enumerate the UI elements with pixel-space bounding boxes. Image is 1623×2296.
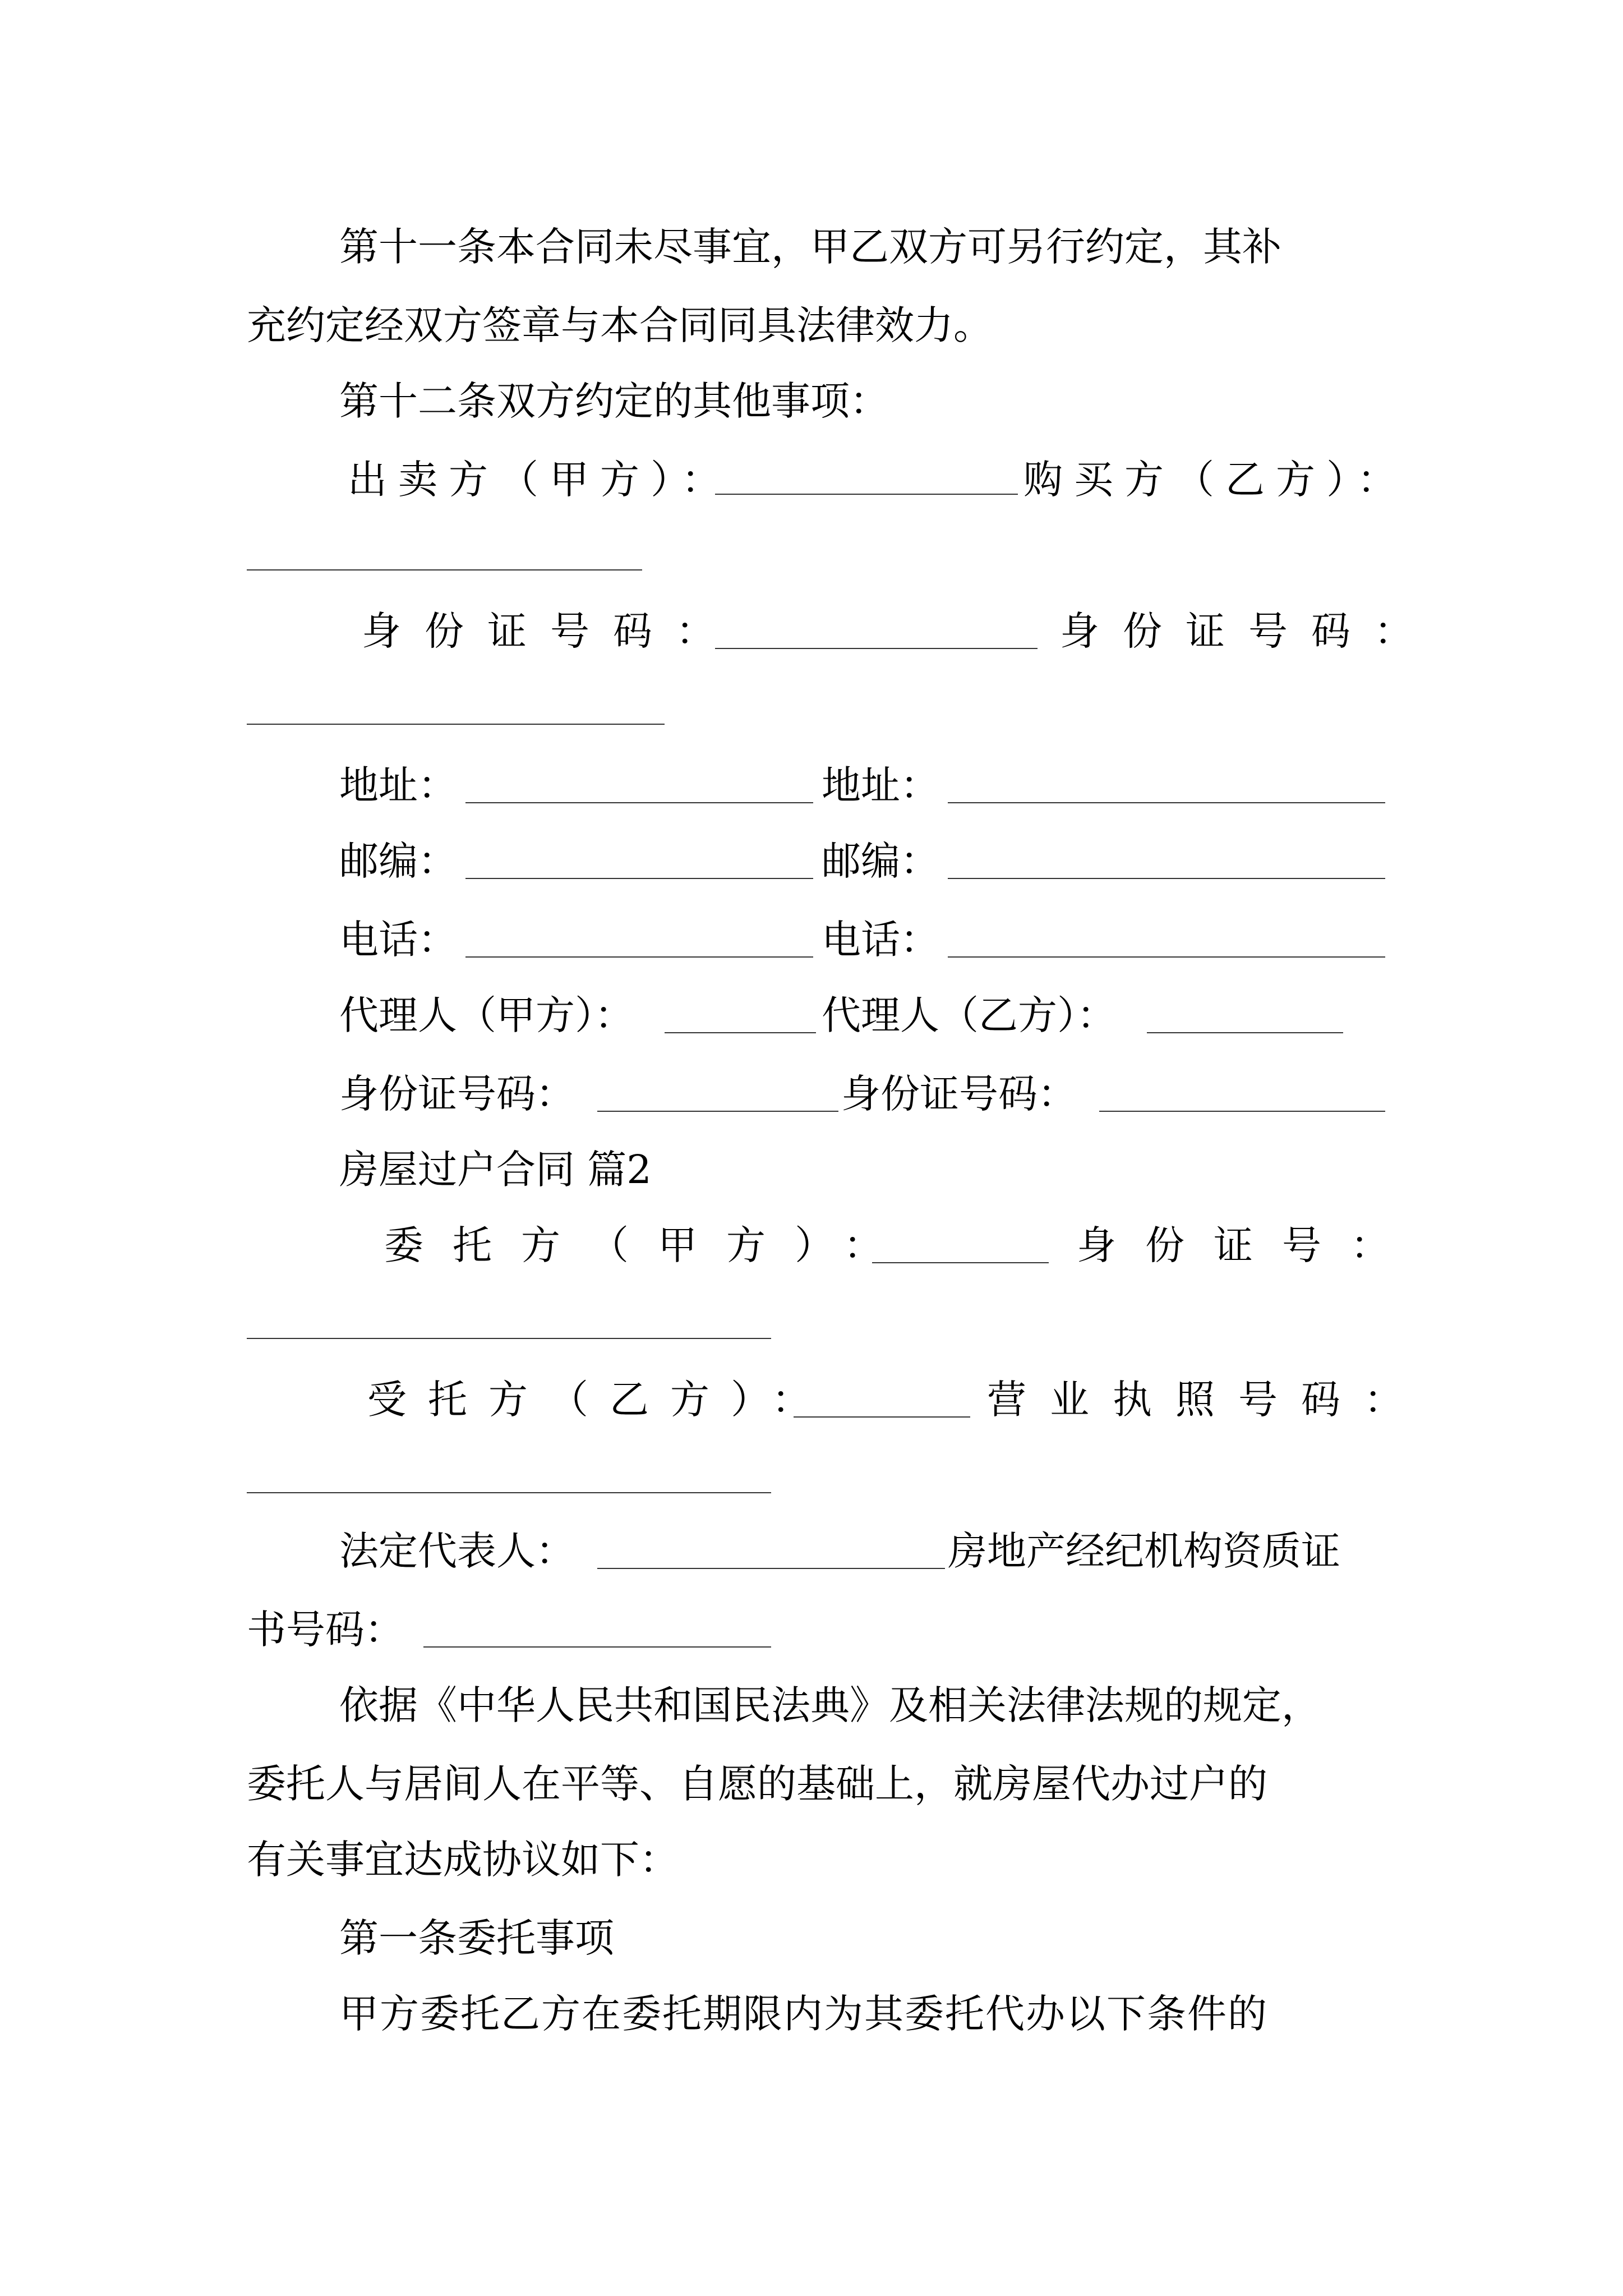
postcode-blank-right[interactable] (948, 878, 1385, 879)
buyer-label: 购买方（乙方）： (1023, 457, 1408, 503)
agent-b-label: 代理人（乙方）： (822, 992, 1116, 1038)
address-blank-left[interactable] (465, 802, 813, 803)
principal-label: 委托方（甲方）： (384, 1222, 912, 1268)
buyer-blank[interactable] (247, 569, 642, 570)
phone-label-right: 电话： (822, 917, 939, 963)
paragraph-line: 有关事宜达成协议如下： (247, 1837, 679, 1883)
agent-id-label-right: 身份证号码： (841, 1071, 1077, 1117)
id-label-right: 身份证号码： (1060, 608, 1437, 654)
id-label-left: 身份证号码： (362, 608, 739, 654)
principal-id-blank[interactable] (247, 1338, 771, 1339)
section-title: 房屋过户合同 篇2 (339, 1147, 652, 1193)
cert-label: 房地产经纪机构资质证 (948, 1528, 1340, 1574)
address-label-left: 地址： (339, 762, 457, 808)
paragraph-line: 充约定经双方签章与本合同同具法律效力。 (247, 302, 993, 348)
postcode-label-right: 邮编： (822, 838, 939, 884)
cert-blank[interactable] (423, 1646, 771, 1648)
principal-id-label: 身份证号： (1077, 1222, 1419, 1268)
phone-label-left: 电话： (339, 917, 457, 963)
license-label: 营业执照号码： (987, 1377, 1427, 1423)
address-blank-right[interactable] (948, 802, 1385, 803)
postcode-label-left: 邮编： (339, 838, 457, 884)
agent-a-blank[interactable] (665, 1032, 816, 1033)
trustee-label: 受托方（乙方）： (367, 1377, 832, 1423)
legal-rep-label: 法定代表人： (339, 1528, 575, 1574)
address-label-right: 地址： (822, 762, 939, 808)
principal-blank[interactable] (872, 1262, 1049, 1263)
trustee-blank[interactable] (794, 1416, 970, 1418)
agent-b-blank[interactable] (1147, 1032, 1343, 1033)
agent-id-label-left: 身份证号码： (339, 1071, 575, 1117)
agent-id-blank-left[interactable] (597, 1111, 838, 1112)
license-blank[interactable] (247, 1492, 771, 1493)
seller-blank[interactable] (715, 494, 1018, 495)
paragraph-line: 第十二条双方约定的其他事项： (339, 378, 889, 424)
id-blank-right[interactable] (247, 724, 665, 725)
seller-label: 出卖方（甲方）： (348, 457, 732, 503)
cert-label-continued: 书号码： (247, 1607, 404, 1653)
phone-blank-right[interactable] (948, 956, 1385, 958)
agent-a-label: 代理人（甲方）： (339, 992, 634, 1038)
paragraph-line: 依据《中华人民共和国民法典》及相关法律法规的规定， (339, 1682, 1321, 1728)
legal-rep-blank[interactable] (597, 1568, 945, 1569)
article-title: 第一条委托事项 (339, 1915, 614, 1961)
phone-blank-left[interactable] (465, 956, 813, 958)
paragraph-line: 第十一条本合同未尽事宜，甲乙双方可另行约定，其补 (339, 224, 1281, 270)
id-blank-left[interactable] (715, 648, 1038, 649)
agent-id-blank-right[interactable] (1099, 1111, 1385, 1112)
paragraph-line: 委托人与居间人在平等、自愿的基础上，就房屋代办过户的 (247, 1761, 1267, 1807)
paragraph-line: 甲方委托乙方在委托期限内为其委托代办以下条件的 (339, 1991, 1268, 2037)
postcode-blank-left[interactable] (465, 878, 813, 879)
